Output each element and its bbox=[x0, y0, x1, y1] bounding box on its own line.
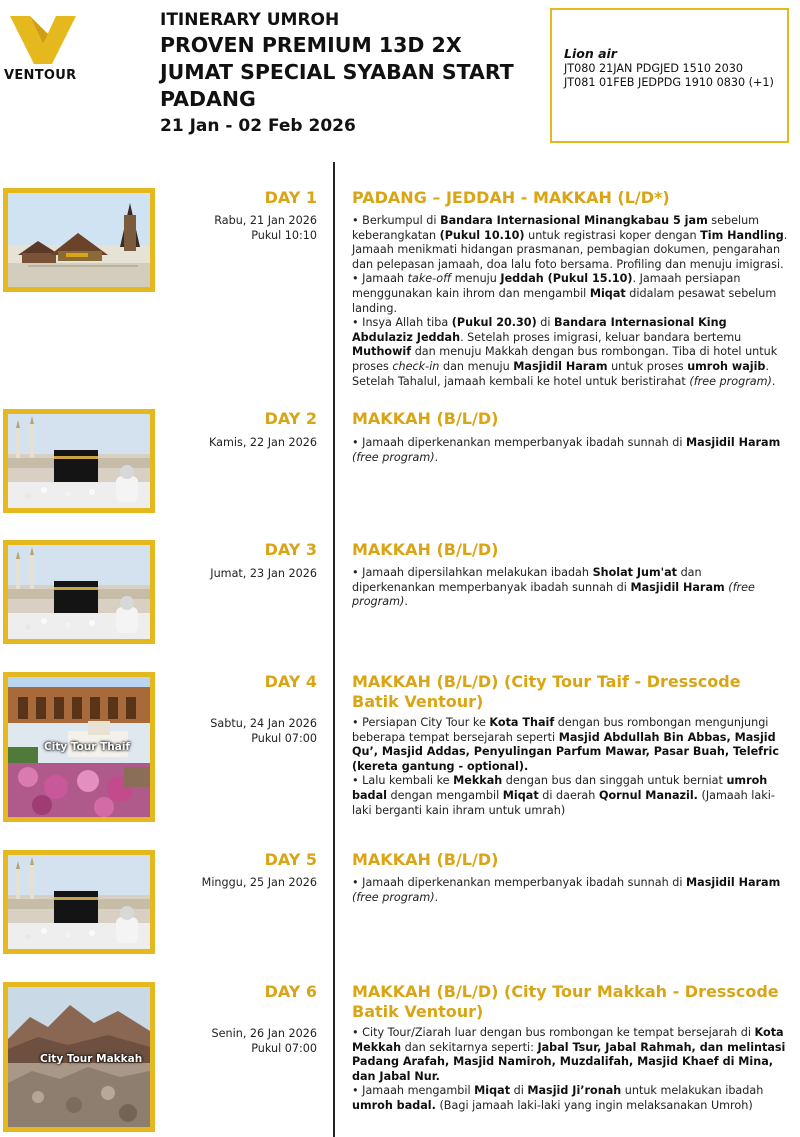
text-run: • Jamaah diperkenankan memperbanyak ibadah sunnah di bbox=[352, 436, 687, 449]
flight-segment-return: JT081 01FEB JEDPDG 1910 0830 (+1) bbox=[564, 76, 774, 89]
italic-text: check-in bbox=[392, 359, 440, 373]
day-photo bbox=[3, 672, 155, 822]
itinerary-header bbox=[160, 10, 540, 137]
text-run: • Jamaah diperkenankan memperbanyak ibadah sunnah di bbox=[352, 876, 687, 889]
bold-text: Tim Handling bbox=[700, 228, 784, 242]
text-run: • Jamaah mengambil bbox=[352, 1084, 475, 1098]
bold-text: Sholat Jum'at bbox=[592, 566, 678, 579]
text-run: didalam pesawat sebelum landing. bbox=[352, 286, 777, 315]
package-title-line-3: PADANG bbox=[160, 87, 256, 111]
description-paragraph bbox=[352, 876, 788, 905]
text-run: . Jamaah persiapan menggunakan kain ihrom dan mengambil bbox=[352, 272, 741, 300]
kaaba-photo bbox=[8, 545, 150, 639]
description-paragraph bbox=[352, 566, 788, 610]
package-title-line-2: JUMAT SPECIAL SYABAN START bbox=[160, 60, 514, 84]
bold-text: Mekkah bbox=[453, 774, 503, 788]
day-date: Jumat, 23 Jan 2026 bbox=[210, 567, 317, 580]
day-date: Minggu, 25 Jan 2026 bbox=[201, 876, 317, 889]
description-paragraph bbox=[352, 1026, 788, 1084]
italic-text: (free program) bbox=[352, 450, 435, 464]
day-title: PADANG – JEDDAH - MAKKAH (L/D*) bbox=[352, 188, 670, 207]
bold-text: Kota Thaif bbox=[489, 716, 555, 729]
bold-text: Muthowif bbox=[352, 345, 412, 359]
day-photo bbox=[3, 188, 155, 292]
text-run: • Insya Allah tiba bbox=[352, 316, 452, 330]
airport-photo bbox=[8, 193, 150, 287]
bold-text: Miqat bbox=[502, 788, 539, 802]
day-description bbox=[352, 876, 788, 905]
text-run: (Jamaah laki-laki berganti kain ihram untuk umrah) bbox=[352, 788, 775, 817]
kaaba-photo bbox=[8, 414, 150, 508]
flight-info-box bbox=[550, 8, 789, 143]
text-run: untuk melakukan ibadah bbox=[621, 1084, 764, 1098]
bold-text: (Pukul 20.30) bbox=[451, 316, 537, 330]
day-description bbox=[352, 214, 788, 389]
italic-text: (free program) bbox=[689, 374, 772, 388]
text-run: • Persiapan City Tour ke bbox=[352, 716, 490, 729]
bold-text: Qornul Manazil. bbox=[598, 788, 698, 802]
text-run: . bbox=[404, 595, 408, 609]
text-run: (Bagi jamaah laki-laki yang ingin melaksanakan Umroh) bbox=[435, 1098, 753, 1112]
text-run: • Jamaah dipersilahkan melakukan ibadah bbox=[352, 566, 593, 579]
day-time: Pukul 07:00 bbox=[251, 732, 317, 745]
day-title: MAKKAH (B/L/D) (City Tour Taif - Dresscode Batik Ventour) bbox=[352, 672, 741, 711]
ventour-logo-icon bbox=[8, 14, 78, 66]
text-run: untuk proses bbox=[607, 359, 688, 373]
text-run: di bbox=[536, 316, 555, 330]
text-run: • Berkumpul di bbox=[352, 214, 441, 227]
description-paragraph bbox=[352, 214, 788, 272]
description-paragraph bbox=[352, 316, 788, 389]
bold-text: umroh badal bbox=[352, 774, 768, 802]
day-label: DAY 3 bbox=[264, 540, 317, 559]
bold-text: (Pukul 10.10) bbox=[439, 228, 525, 242]
text-run: . bbox=[771, 374, 776, 388]
bold-text: Bandara Internasional Minangkabau 5 jam bbox=[440, 214, 708, 227]
bold-text: Jeddah (Pukul 15.10) bbox=[500, 272, 633, 286]
bold-text: Bandara Internasional King Abdulaziz Jeddah bbox=[352, 316, 727, 344]
bold-text: umroh badal. bbox=[352, 1098, 436, 1112]
bold-text: Jabal Tsur, Jabal Rahmah, dan melintasi Padang Arafah, Masjid Namiroh, Muzdalifah, Masjid Khaef di Mina, dan Jabal Nur. bbox=[352, 1040, 786, 1083]
package-title-line-1: PROVEN PREMIUM 13D 2X bbox=[160, 33, 462, 57]
photo-caption: City Tour Makkah bbox=[40, 1053, 143, 1065]
text-run: dan diperkenankan memperbanyak ibadah sunnah di bbox=[352, 566, 702, 594]
bold-text: Masjid Abdullah Bin Abbas, Masjid Qu’, Masjid Addas, Penyulingan Parfum Mawar, Pasar Buah, Telefric (kereta gantung - optional). bbox=[352, 730, 780, 773]
text-run: dan menuju Makkah dengan bus rombongan. Tiba di hotel untuk proses bbox=[352, 345, 778, 373]
airline-name: Lion air bbox=[564, 46, 617, 61]
day-date: Kamis, 22 Jan 2026 bbox=[208, 436, 317, 449]
day-date: Rabu, 21 Jan 2026 bbox=[214, 214, 317, 227]
bold-text: umroh wajib bbox=[687, 359, 766, 373]
kaaba-photo bbox=[8, 855, 150, 949]
day-photo bbox=[3, 982, 155, 1132]
flight-segment-outbound: JT080 21JAN PDGJED 1510 2030 bbox=[564, 62, 744, 75]
description-paragraph bbox=[352, 272, 788, 316]
bold-text: Miqat bbox=[589, 286, 626, 300]
brand-name: VENTOUR bbox=[4, 68, 77, 83]
day-date: Senin, 26 Jan 2026 bbox=[211, 1027, 317, 1040]
day-title: MAKKAH (B/L/D) bbox=[352, 409, 499, 428]
text-run: . Setelah Tahalul, jamaah kembali ke hotel untuk beristirahat bbox=[352, 359, 769, 388]
text-run: untuk registrasi koper dengan bbox=[524, 228, 701, 242]
day-photo bbox=[3, 850, 155, 954]
text-run: menuju bbox=[451, 272, 501, 286]
text-run: . bbox=[434, 890, 439, 904]
text-run: dengan mengambil bbox=[386, 788, 503, 802]
description-paragraph bbox=[352, 774, 788, 818]
day-description bbox=[352, 566, 788, 610]
text-run: dan sekitarnya seperti: bbox=[401, 1040, 538, 1054]
bold-text: Masjidil Haram bbox=[630, 580, 725, 594]
package-dates: 21 Jan - 02 Feb 2026 bbox=[160, 116, 356, 136]
bold-text: Masjidil Haram bbox=[686, 876, 781, 889]
day-label: DAY 4 bbox=[264, 672, 317, 691]
text-run: sebelum keberangkatan bbox=[352, 214, 760, 242]
day-title: MAKKAH (B/L/D) bbox=[352, 850, 499, 869]
timeline-divider bbox=[333, 162, 335, 1137]
text-run: . bbox=[434, 450, 439, 464]
text-run: di daerah bbox=[538, 788, 599, 802]
text-run: di bbox=[510, 1084, 528, 1098]
day-label: DAY 5 bbox=[264, 850, 317, 869]
day-description bbox=[352, 716, 788, 818]
day-title: MAKKAH (B/L/D) bbox=[352, 540, 499, 559]
text-run: • Lalu kembali ke bbox=[352, 774, 454, 788]
day-photo bbox=[3, 540, 155, 644]
day-date: Sabtu, 24 Jan 2026 bbox=[210, 717, 317, 730]
bold-text: Masjidil Haram bbox=[513, 359, 608, 373]
day-label: DAY 1 bbox=[264, 188, 317, 207]
description-paragraph bbox=[352, 436, 788, 465]
bold-text: Masjidil Haram bbox=[686, 436, 781, 449]
text-run: . Setelah proses imigrasi, keluar bandara bertemu bbox=[460, 330, 742, 344]
text-run: • City Tour/Ziarah luar dengan bus rombongan ke tempat bersejarah di bbox=[352, 1026, 755, 1039]
day-title: MAKKAH (B/L/D) (City Tour Makkah - Dresscode Batik Ventour) bbox=[352, 982, 779, 1021]
description-paragraph bbox=[352, 1084, 788, 1113]
bold-text: Masjid Ji’ronah bbox=[527, 1084, 622, 1098]
day-photo bbox=[3, 409, 155, 513]
bold-text: Kota Mekkah bbox=[352, 1026, 784, 1054]
itinerary-pretitle: ITINERARY UMROH bbox=[160, 10, 340, 30]
day-time: Pukul 07:00 bbox=[251, 1042, 317, 1055]
text-run: dengan bus dan singgah untuk berniat bbox=[502, 774, 727, 788]
bold-text: Miqat bbox=[474, 1084, 511, 1098]
italic-text: (free program) bbox=[352, 890, 435, 904]
italic-text: (free program) bbox=[352, 580, 755, 609]
photo-caption: City Tour Thaif bbox=[44, 741, 131, 753]
ventour-logo bbox=[4, 14, 84, 84]
day-time: Pukul 10:10 bbox=[251, 229, 317, 242]
text-run: . Jamaah menikmati hidangan prasmanan, pembagian dokumen, pengarahan dan pelepasan jamaah, doa lalu foto bersama. Profiling dan menuju imigrasi. bbox=[352, 228, 788, 271]
text-run: dengan bus rombongan mengunjungi beberapa tempat bersejarah seperti bbox=[352, 716, 769, 744]
day-description bbox=[352, 1026, 788, 1114]
description-paragraph bbox=[352, 716, 788, 774]
italic-text: take-off bbox=[407, 272, 452, 286]
day-label: DAY 6 bbox=[264, 982, 317, 1001]
day-description bbox=[352, 436, 788, 465]
text-run: • Jamaah bbox=[352, 272, 408, 286]
day-label: DAY 2 bbox=[264, 409, 317, 428]
text-run: dan menuju bbox=[439, 359, 514, 373]
